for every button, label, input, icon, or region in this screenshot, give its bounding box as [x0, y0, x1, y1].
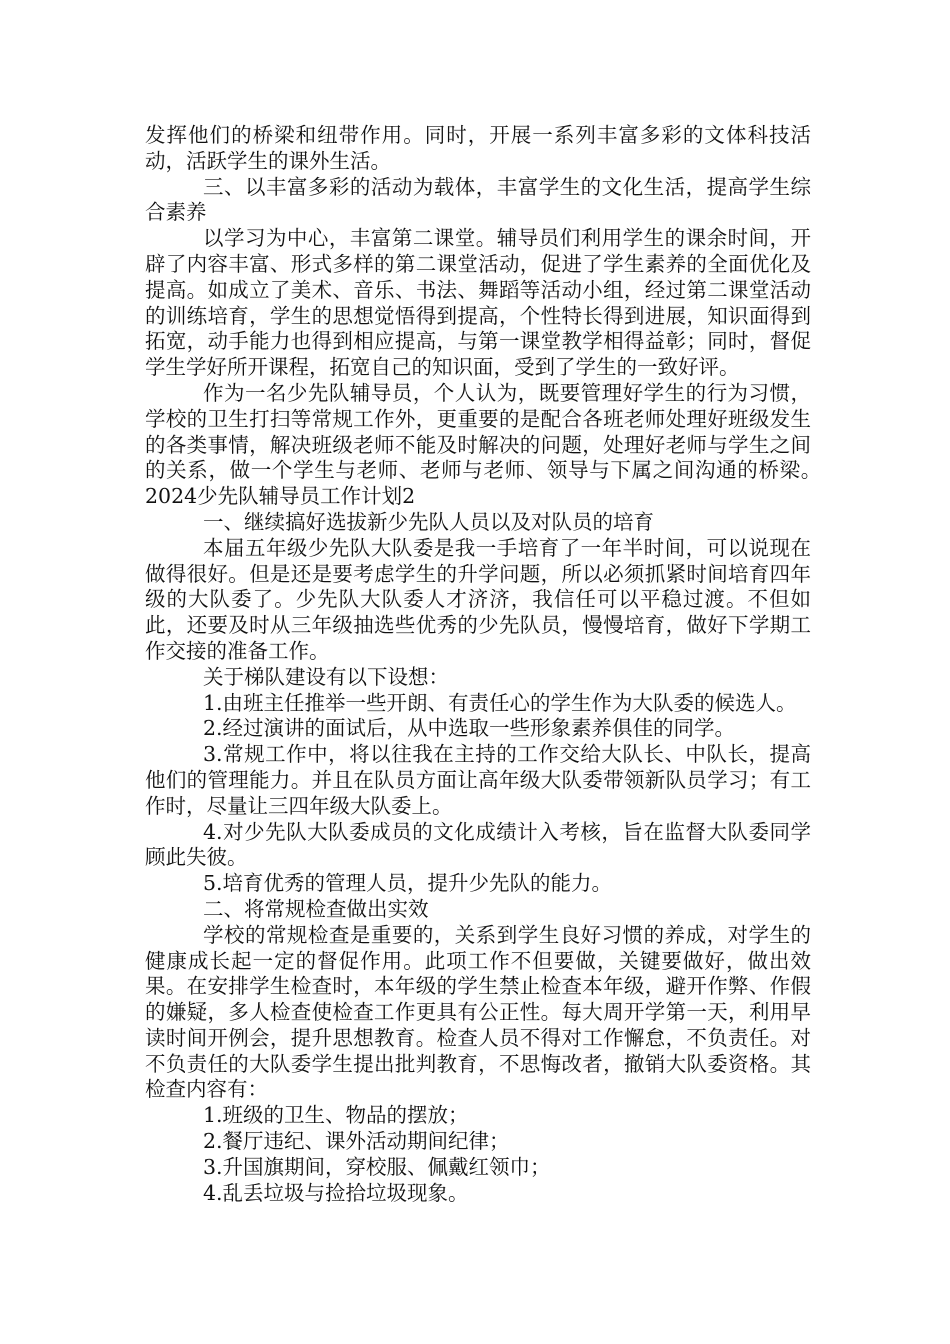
paragraph-grade-five-committee: 本届五年级少先队大队委是我一手培育了一年半时间，可以说现在做得很好。但是还是要考虑学生的升学问题，所以必须抓紧时间培育四年级的大队委了。少先队大队委人才济济，我信任可以平稳过渡。不但如此，还要及时从三年级抽选些优秀的少先队员，慢慢培育，做好下学期工作交接的准备工作。 [145, 535, 811, 663]
paragraph-second-classroom: 以学习为中心，丰富第二课堂。辅导员们利用学生的课余时间，开辟了内容丰富、形式多样的第二课堂活动，促进了学生素养的全面优化及提高。如成立了美术、音乐、书法、舞蹈等活动小组，经过第二课堂活动的训练培育，学生的思想觉悟得到提高，个性特长得到进展，知识面得到拓宽，动手能力也得到相应提高，与第一课堂教学相得益彰；同时，督促学生学好所开课程，拓宽自己的知识面，受到了学生的一致好评。 [145, 226, 811, 380]
paragraph-echelon-intro: 关于梯队建设有以下设想： [203, 664, 449, 689]
list-item-echelon-1: 1.由班主任推举一些开朗、有责任心的学生作为大队委的候选人。 [203, 690, 797, 715]
paragraph-routine-inspection: 学校的常规检查是重要的，关系到学生良好习惯的养成，对学生的健康成长起一定的督促作用。此项工作不但要做，关键要做好，做出效果。在安排学生检查时，本年级的学生禁止检查本年级，避开作弊、作假的嫌疑，多人检查使检查工作更具有公正性。每大周开学第一天，利用早读时间开例会，提升思想教育。检查人员不得对工作懈怠，不负责任。对不负责任的大队委学生提出批判教育，不思悔改者，撤销大队委资格。其检查内容有： [145, 922, 811, 1102]
section-heading-two: 二、将常规检查做出实效 [203, 896, 429, 921]
list-item-inspection-2: 2.餐厅违纪、课外活动期间纪律； [203, 1129, 510, 1154]
list-item-inspection-3: 3.升国旗期间，穿校服、佩戴红领巾； [203, 1154, 551, 1179]
paragraph-counselor-role: 作为一名少先队辅导员，个人认为，既要管理好学生的行为习惯，学校的卫生打扫等常规工作外，更重要的是配合各班老师处理好班级发生的各类事情，解决班级老师不能及时解决的问题，处理好老师与学生之间的关系，做一个学生与老师、老师与老师、领导与下属之间沟通的桥梁。 2024少先队辅导员工作计划2 [145, 380, 852, 509]
list-item-inspection-4: 4.乱丢垃圾与捡拾垃圾现象。 [203, 1180, 469, 1205]
list-item-inspection-1: 1.班级的卫生、物品的摆放； [203, 1103, 469, 1128]
list-item-echelon-5: 5.培育优秀的管理人员，提升少先队的能力。 [203, 871, 613, 896]
section-heading-one: 一、继续搞好选拔新少先队人员以及对队员的培育 [203, 509, 654, 534]
list-item-echelon-2: 2.经过演讲的面试后，从中选取一些形象素养俱佳的同学。 [203, 716, 736, 741]
list-item-echelon-4: 4.对少先队大队委成员的文化成绩计入考核，旨在监督大队委同学顾此失彼。 [145, 819, 811, 870]
section-heading-three: 三、以丰富多彩的活动为载体，丰富学生的文化生活，提高学生综合素养 [145, 174, 811, 225]
document-page [145, 123, 852, 1206]
list-item-echelon-3: 3.常规工作中，将以往我在主持的工作交给大队长、中队长，提高他们的管理能力。并且在队员方面让高年级大队委带领新队员学习；有工作时，尽量让三四年级大队委上。 [145, 742, 811, 818]
paragraph-continuation: 发挥他们的桥梁和纽带作用。同时，开展一系列丰富多彩的文体科技活动，活跃学生的课外生活。 [145, 123, 811, 173]
